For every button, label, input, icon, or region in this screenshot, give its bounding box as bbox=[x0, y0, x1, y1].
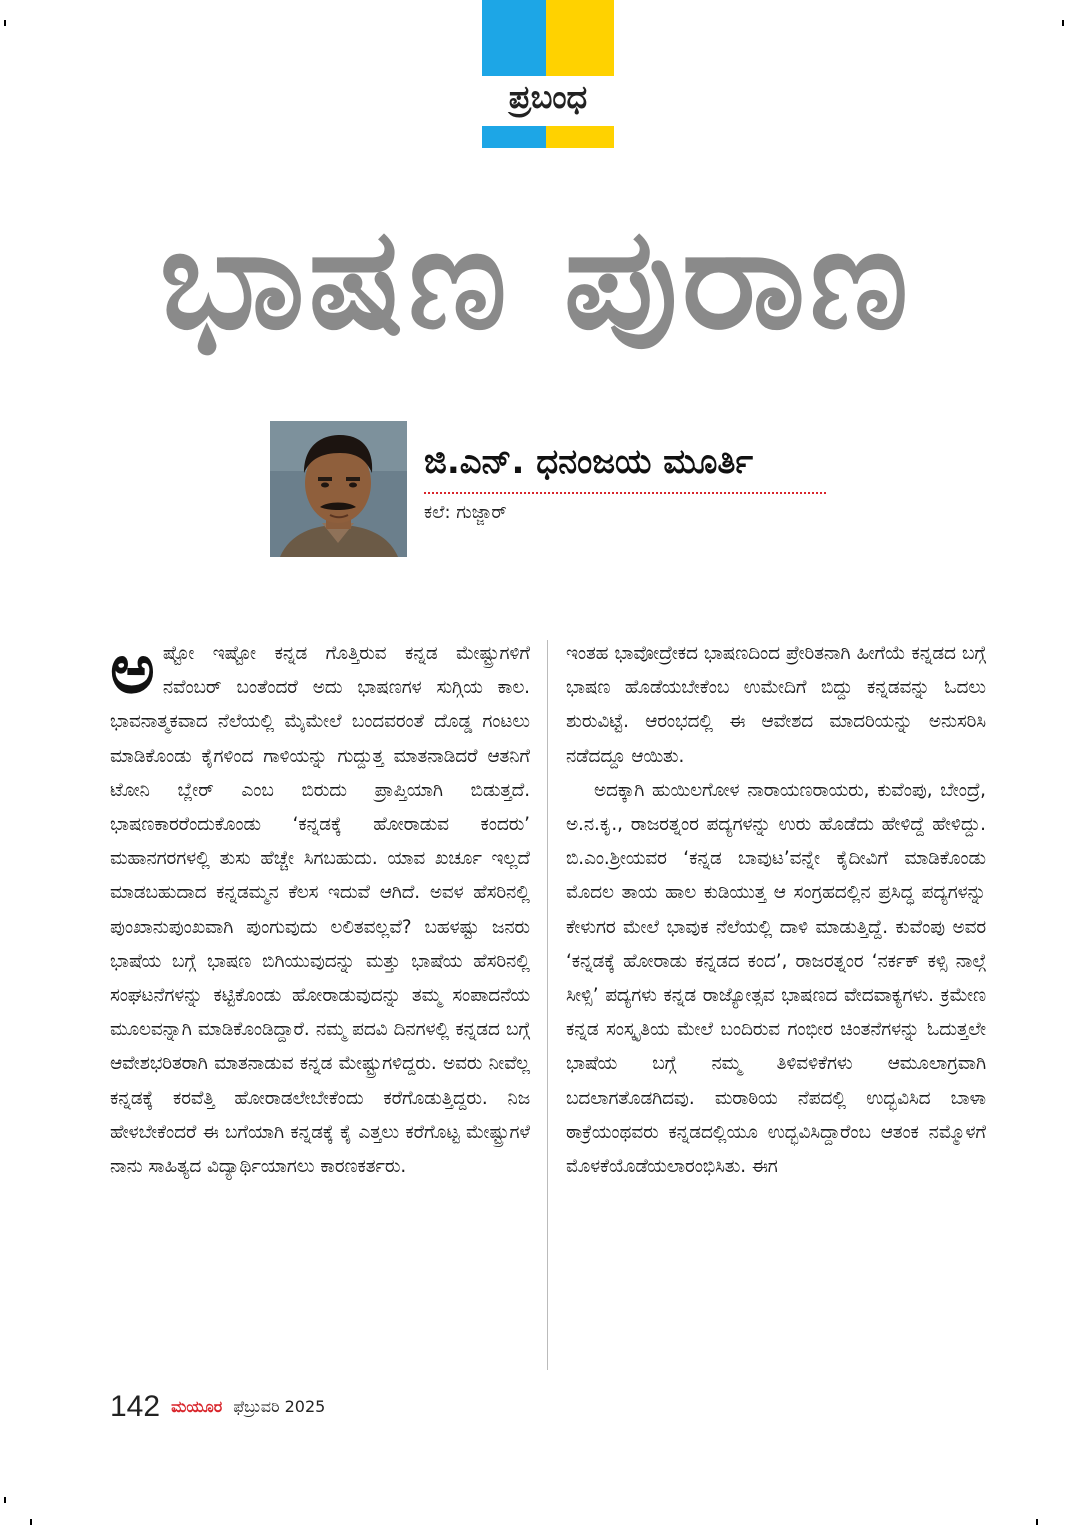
author-name: ಜಿ.ಎನ್. ಧನಂಜಯ ಮೂರ್ತಿ bbox=[424, 442, 753, 482]
crop-mark-bottom-left bbox=[4, 1497, 6, 1503]
crop-mark-top-right bbox=[1062, 20, 1064, 26]
author-portrait-image bbox=[270, 421, 407, 557]
column-divider bbox=[547, 640, 548, 1370]
author-photo bbox=[270, 421, 407, 557]
crop-mark-bottom-right-foot bbox=[1036, 1519, 1038, 1525]
section-logo bbox=[482, 0, 614, 148]
drop-cap: ಅ bbox=[110, 630, 155, 709]
body-paragraph bbox=[110, 630, 530, 1184]
logo-yellow-stripe bbox=[546, 126, 614, 148]
illustration-credit: ಕಲೆ: ಗುಜ್ಜಾರ್ bbox=[424, 502, 507, 523]
body-paragraph-2: ಅದಕ್ಕಾಗಿ ಹುಯಿಲಗೋಳ ನಾರಾಯಣರಾಯರು, ಕುವೆಂಪು, ಬೇಂದ್ರೆ, ಅ.ನ.ಕೃ., ರಾಜರತ್ನಂರ ಪದ್ಯಗಳನ್ನು ಉರು ಹೊಡೆದು ಹೇಳಿದ್ದೆ ಹೇಳಿದ್ದು. ಬಿ.ಎಂ.ಶ್ರೀಯವರ ‘ಕನ್ನಡ ಬಾವುಟ’ವನ್ನೇ ಕೈದೀವಿಗೆ ಮಾಡಿಕೊಂಡು ಮೊದಲ ತಾಯ ಹಾಲ ಕುಡಿಯುತ್ತ ಆ ಸಂಗ್ರಹದಲ್ಲಿನ ಪ್ರಸಿದ್ಧ ಪದ್ಯಗಳನ್ನು ಕೇಳುಗರ ಮೇಲೆ ಭಾವುಕ ನೆಲೆಯಲ್ಲಿ ದಾಳಿ ಮಾಡುತ್ತಿದ್ದೆ. ಕುವೆಂಪು ಅವರ ‘ಕನ್ನಡಕ್ಕೆ ಹೋರಾಡು ಕನ್ನಡದ ಕಂದ’, ರಾಜರತ್ನಂರ ‘ನರ್ಕಕ್ ಕಳ್ಸಿ ನಾಲ್ಗೆ ಸೀಳ್ಸಿ’ ಪದ್ಯಗಳು ಕನ್ನಡ ರಾಜ್ಯೋತ್ಸವ ಭಾಷಣದ ವೇದವಾಕ್ಯಗಳು. ಕ್ರಮೇಣ ಕನ್ನಡ ಸಂಸ್ಕೃತಿಯ ಮೇಲೆ ಬಂದಿರುವ ಗಂಭೀರ ಚಿಂತನೆಗಳನ್ನು ಓದುತ್ತಲೇ ಭಾಷೆಯ ಬಗ್ಗೆ ನಮ್ಮ ತಿಳಿವಳಿಕೆಗಳು ಆಮೂಲಾಗ್ರವಾಗಿ ಬದಲಾಗತೊಡಗಿದವು. ಮರಾಠಿಯ ನೆಪದಲ್ಲಿ ಉದ್ಭವಿಸಿದ ಬಾಳಾ ಠಾಕ್ರೆಯಂಥವರು ಕನ್ನಡದಲ್ಲಿಯೂ ಉದ್ಭವಿಸಿದ್ದಾರೆಂಬ ಆತಂಕ ನಮ್ಮೊಳಗೆ ಮೊಳಕೆಯೊಡೆಯಲಾರಂಭಿಸಿತು. ಈಗ bbox=[566, 779, 986, 1178]
author-divider bbox=[424, 492, 826, 494]
crop-mark-top-left bbox=[4, 20, 6, 26]
issue-date: ಫೆಬ್ರುವರಿ 2025 bbox=[233, 1397, 326, 1416]
crop-mark-bottom-left-foot bbox=[30, 1519, 32, 1525]
article-title: ಭಾಷಣ ಪುರಾಣ bbox=[159, 198, 913, 361]
logo-blue-panel bbox=[482, 0, 546, 76]
article-column-left bbox=[110, 630, 530, 1184]
page-footer bbox=[110, 1390, 325, 1430]
section-label: ಪ್ರಬಂಧ bbox=[508, 78, 588, 116]
page-number: 142 bbox=[110, 1390, 161, 1423]
article-column-right bbox=[566, 637, 986, 1184]
body-text-left: ಷ್ಟೋ ಇಷ್ಟೋ ಕನ್ನಡ ಗೊತ್ತಿರುವ ಕನ್ನಡ ಮೇಷ್ಟ್ರುಗಳಿಗೆ ನವೆಂಬರ್ ಬಂತೆಂದರೆ ಅದು ಭಾಷಣಗಳ ಸುಗ್ಗಿಯ ಕಾಲ. ಭಾವನಾತ್ಮಕವಾದ ನೆಲೆಯಲ್ಲಿ ಮೈಮೇಲೆ ಬಂದವರಂತೆ ದೊಡ್ಡ ಗಂಟಲು ಮಾಡಿಕೊಂಡು ಕೈಗಳಿಂದ ಗಾಳಿಯನ್ನು ಗುದ್ದುತ್ತ ಮಾತನಾಡಿದರೆ ಆತನಿಗೆ ಟೋನಿ ಬ್ಲೇರ್ ಎಂಬ ಬಿರುದು ಪ್ರಾಪ್ತಿಯಾಗಿ ಬಿಡುತ್ತದೆ. ಭಾಷಣಕಾರರೆಂದುಕೊಂಡು ‘ಕನ್ನಡಕ್ಕೆ ಹೋರಾಡುವ ಕಂದರು’ ಮಹಾನಗರಗಳಲ್ಲಿ ತುಸು ಹೆಚ್ಚೇ ಸಿಗಬಹುದು. ಯಾವ ಖರ್ಚೂ ಇಲ್ಲದೆ ಮಾಡಬಹುದಾದ ಕನ್ನಡಮ್ಮನ ಕೆಲಸ ಇದುವೆ ಆಗಿದೆ. ಅವಳ ಹೆಸರಿನಲ್ಲಿ ಪುಂಖಾನುಪುಂಖವಾಗಿ ಪುಂಗುವುದು ಲಲಿತವಲ್ಲವೆ? ಬಹಳಷ್ಟು ಜನರು ಭಾಷೆಯ ಬಗ್ಗೆ ಭಾಷಣ ಬಿಗಿಯುವುದನ್ನು ಮತ್ತು ಭಾಷೆಯ ಹೆಸರಿನಲ್ಲಿ ಸಂಘಟನೆಗಳನ್ನು ಕಟ್ಟಿಕೊಂಡು ಹೋರಾಡುವುದನ್ನು ತಮ್ಮ ಸಂಪಾದನೆಯ ಮೂಲವನ್ನಾಗಿ ಮಾಡಿಕೊಂಡಿದ್ದಾರೆ. ನಮ್ಮ ಪದವಿ ದಿನಗಳಲ್ಲಿ ಕನ್ನಡದ ಬಗ್ಗೆ ಆವೇಶಭರಿತರಾಗಿ ಮಾತನಾಡುವ ಕನ್ನಡ ಮೇಷ್ಟ್ರುಗಳಿದ್ದರು. ಅವರು ನೀವೆಲ್ಲ ಕನ್ನಡಕ್ಕೆ ಕರವೆತ್ತಿ ಹೋರಾಡಲೇಬೇಕೆಂದು ಕರೆಗೊಡುತ್ತಿದ್ದರು. ನಿಜ ಹೇಳಬೇಕೆಂದರೆ ಈ ಬಗೆಯಾಗಿ ಕನ್ನಡಕ್ಕೆ ಕೈ ಎತ್ತಲು ಕರೆಗೊಟ್ಟ ಮೇಷ್ಟ್ರುಗಳೆ ನಾನು ಸಾಹಿತ್ಯದ ವಿದ್ಯಾರ್ಥಿಯಾಗಲು ಕಾರಣಕರ್ತರು. bbox=[110, 643, 530, 1178]
logo-yellow-panel bbox=[546, 0, 614, 76]
logo-blue-stripe bbox=[482, 126, 546, 148]
body-paragraph-1: ಇಂತಹ ಭಾವೋದ್ರೇಕದ ಭಾಷಣದಿಂದ ಪ್ರೇರಿತನಾಗಿ ಹೀಗೆಯೆ ಕನ್ನಡದ ಬಗ್ಗೆ ಭಾಷಣ ಹೊಡೆಯಬೇಕೆಂಬ ಉಮೇದಿಗೆ ಬಿದ್ದು ಕನ್ನಡವನ್ನು ಓದಲು ಶುರುವಿಟ್ಟೆ. ಆರಂಭದಲ್ಲಿ ಈ ಆವೇಶದ ಮಾದರಿಯನ್ನು ಅನುಸರಿಸಿ ನಡೆದದ್ದೂ ಆಯಿತು. bbox=[566, 643, 986, 767]
magazine-logo: ಮಯೂರ bbox=[171, 1397, 223, 1416]
